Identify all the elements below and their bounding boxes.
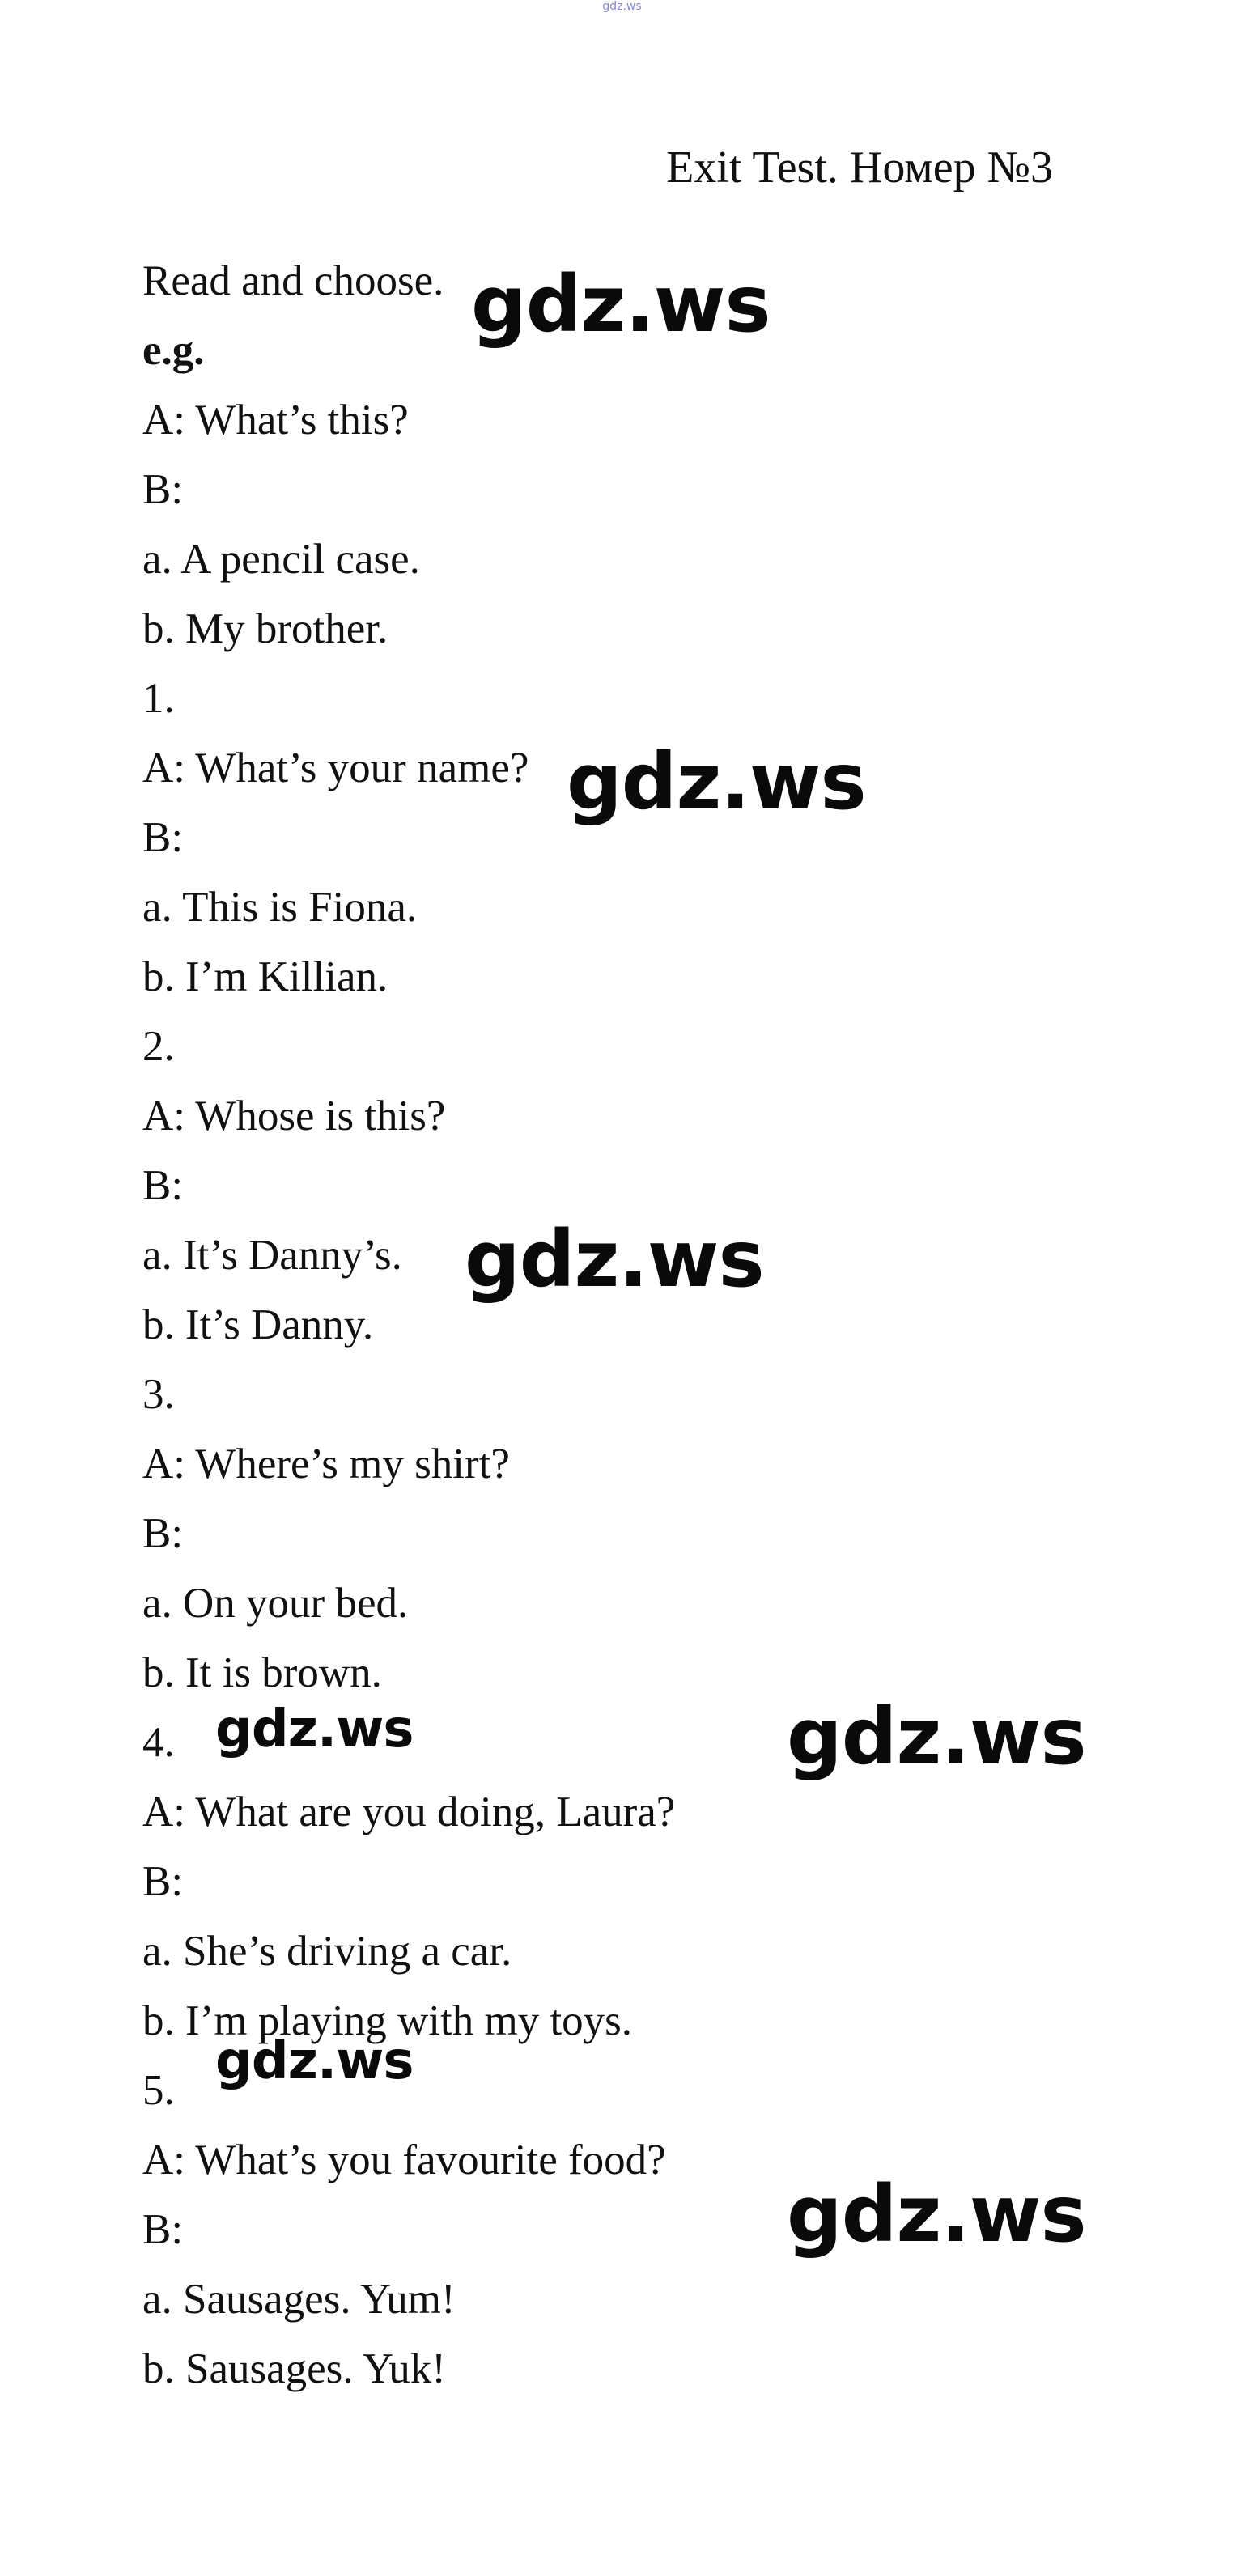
- watermark: gdz.ws: [787, 2169, 1086, 2260]
- watermark: gdz.ws: [215, 2031, 414, 2091]
- option-b: b. My brother.: [142, 605, 388, 652]
- question-line: A: Where’s my shirt?: [142, 1441, 510, 1487]
- watermark: gdz.ws: [567, 736, 866, 827]
- example-label: e.g.: [142, 327, 205, 374]
- option-a: a. A pencil case.: [142, 536, 420, 583]
- watermark: gdz.ws: [465, 1214, 764, 1305]
- question-line: A: What’s your name?: [142, 745, 529, 791]
- option-b: b. Sausages. Yuk!: [142, 2345, 446, 2392]
- question-line: A: What are you doing, Laura?: [142, 1789, 676, 1835]
- answer-prompt: B:: [142, 1858, 184, 1905]
- answer-prompt: B:: [142, 1510, 184, 1557]
- item-number: 2.: [142, 1023, 175, 1070]
- option-b: b. It is brown.: [142, 1649, 382, 1696]
- question-line: A: What’s you favourite food?: [142, 2137, 666, 2183]
- answer-prompt: B:: [142, 466, 184, 513]
- option-a: a. On your bed.: [142, 1580, 409, 1627]
- option-b: b. It’s Danny.: [142, 1301, 374, 1348]
- item-number: 5.: [142, 2067, 175, 2114]
- answer-prompt: B:: [142, 814, 184, 861]
- question-line: A: Whose is this?: [142, 1093, 446, 1139]
- watermark: gdz.ws: [215, 1700, 414, 1759]
- item-number: 4.: [142, 1719, 175, 1766]
- option-a: a. Sausages. Yum!: [142, 2276, 456, 2323]
- watermark: gdz.ws: [471, 259, 771, 350]
- instruction: Read and choose.: [142, 257, 444, 304]
- question-line: A: What’s this?: [142, 397, 409, 443]
- option-b: b. I’m playing with my toys.: [142, 1997, 633, 2044]
- watermark: gdz.ws: [787, 1691, 1086, 1782]
- answer-prompt: B:: [142, 2206, 184, 2253]
- page-title: Exit Test. Номер №3: [666, 142, 1053, 193]
- item-number: 3.: [142, 1371, 175, 1418]
- answer-prompt: B:: [142, 1162, 184, 1209]
- option-a: a. She’s driving a car.: [142, 1928, 512, 1975]
- item-number: 1.: [142, 675, 175, 722]
- option-b: b. I’m Killian.: [142, 953, 388, 1000]
- site-mark: gdz.ws: [602, 0, 642, 13]
- option-a: a. This is Fiona.: [142, 884, 418, 931]
- option-a: a. It’s Danny’s.: [142, 1232, 402, 1279]
